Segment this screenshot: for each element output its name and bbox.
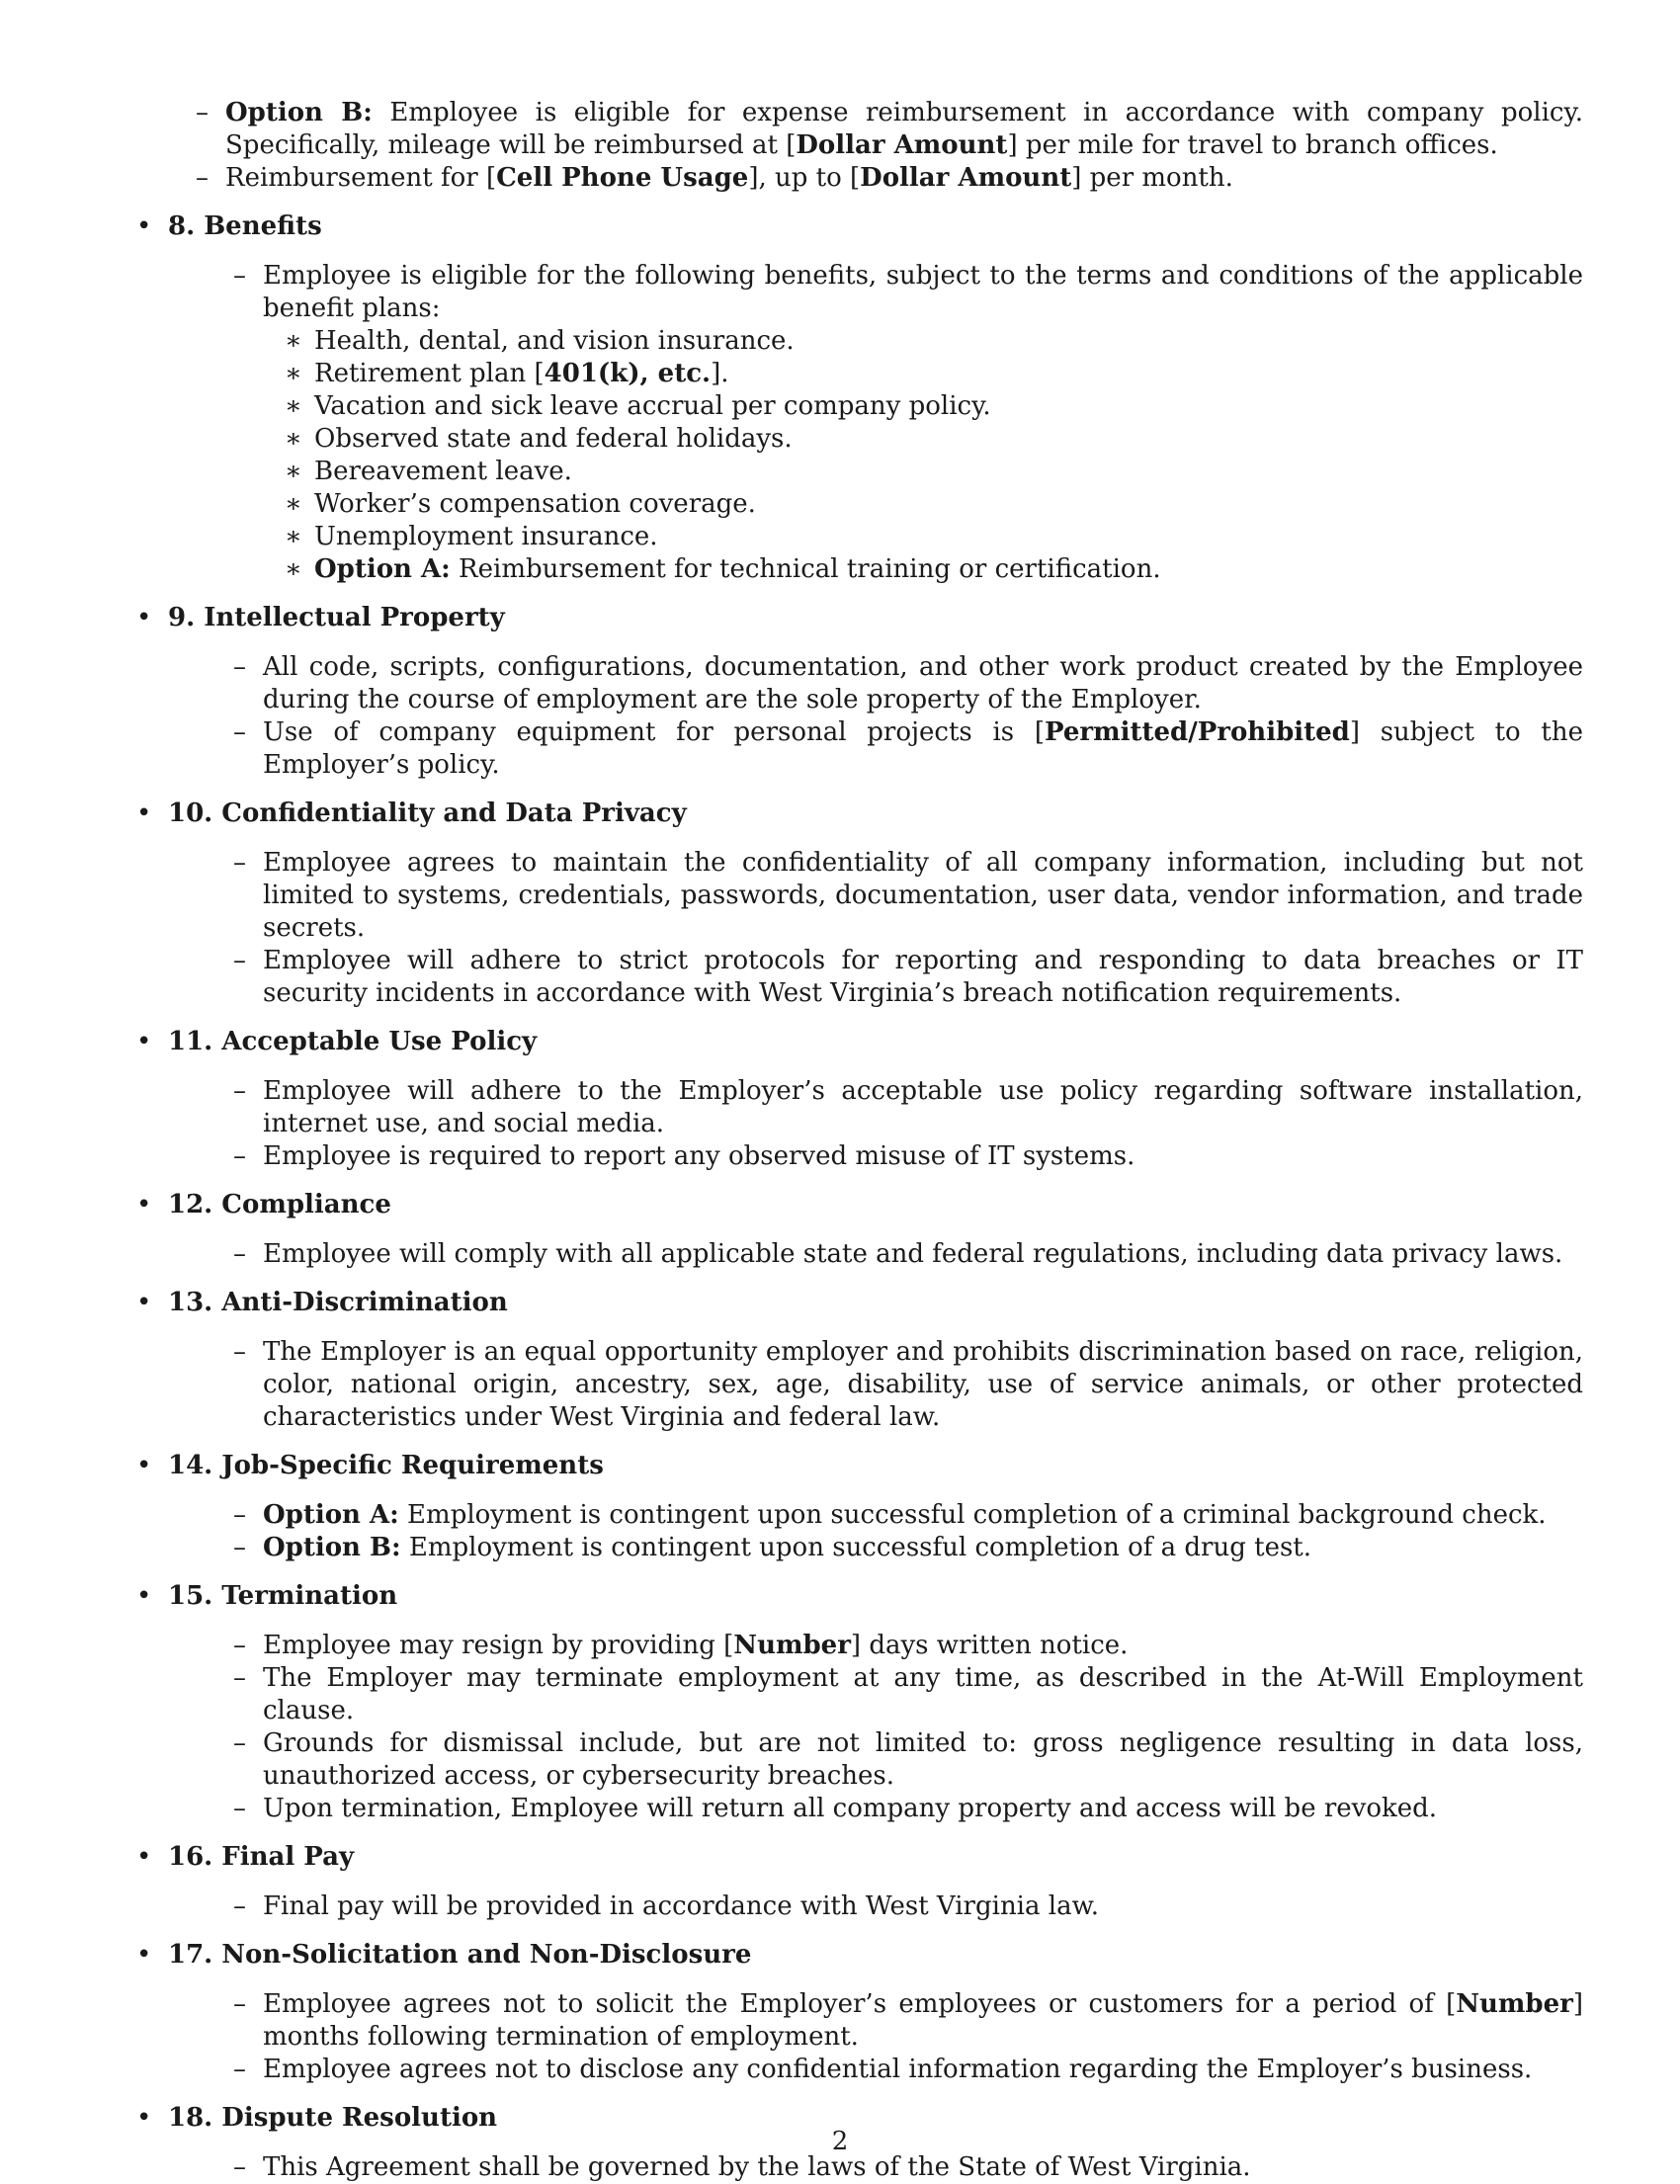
text-run: ] per month. xyxy=(1071,163,1233,193)
text-run: The Employer is an equal opportunity employer and prohibits discrimination based on race, religion, color, national origin, ancestry, sex, age, disability, use of service animals, or other protected characteristics under West Virginia and federal law. xyxy=(263,1337,1583,1432)
list-item xyxy=(168,1988,1583,2054)
list-item xyxy=(168,1727,1583,1793)
section-items xyxy=(168,651,1583,782)
bold-text: Option A: xyxy=(314,554,451,584)
text-run: Employee will comply with all applicable state and federal regulations, including data privacy laws. xyxy=(263,1239,1563,1269)
text-run: Unemployment insurance. xyxy=(314,522,658,551)
section xyxy=(130,1026,1583,1173)
sub-list-item xyxy=(168,521,1583,553)
bold-text: Number xyxy=(733,1631,851,1660)
sub-list-item xyxy=(168,390,1583,423)
section xyxy=(130,1287,1583,1434)
text-run: Bereavement leave. xyxy=(314,457,572,486)
document-page xyxy=(130,97,1583,2184)
text-run: Reimbursement for technical training or certification. xyxy=(450,554,1161,584)
bold-text: Dollar Amount xyxy=(860,163,1072,193)
text-run: Employee will adhere to the Employer’s acceptable use policy regarding software installation, internet use, and social media. xyxy=(263,1076,1583,1138)
section xyxy=(130,1189,1583,1271)
text-run: Final pay will be provided in accordance with West Virginia law. xyxy=(263,1891,1100,1921)
section-title: • 13. Anti-Discrimination xyxy=(168,1288,508,1317)
section-items xyxy=(168,1336,1583,1434)
text-run: Grounds for dismissal include, but are not limited to: gross negligence resulting in data loss, unauthorized access, or cybersecurity breaches. xyxy=(263,1728,1583,1791)
bold-text: 401(k), etc. xyxy=(544,359,712,388)
section-items xyxy=(168,260,1583,586)
sub-list-item xyxy=(168,423,1583,456)
sub-list xyxy=(168,325,1583,586)
text-run: All code, scripts, configurations, documentation, and other work product created by the Employee during the course of employment are the sole property of the Employer. xyxy=(263,652,1583,714)
text-run: ] days written notice. xyxy=(850,1631,1129,1660)
text-run: Employee is eligible for expense reimbursement in accordance with company policy. Specifically, mileage will be reimbursed at [ xyxy=(225,98,1583,160)
list-item xyxy=(168,1075,1583,1140)
intro-list xyxy=(130,97,1583,195)
sub-list-item xyxy=(168,488,1583,521)
list-item xyxy=(168,260,1583,325)
section-title: • 10. Confidentiality and Data Privacy xyxy=(168,798,687,828)
sections-container xyxy=(130,210,1583,2184)
section-title: • 16. Final Pay xyxy=(168,1842,355,1872)
list-item xyxy=(130,97,1583,162)
bold-text: Cell Phone Usage xyxy=(496,163,749,193)
text-run: Vacation and sick leave accrual per company policy. xyxy=(314,391,991,421)
section-title: • 8. Benefits xyxy=(168,211,322,241)
text-run: Employee may resign by providing [ xyxy=(263,1631,734,1660)
page-number: 2 xyxy=(831,2127,849,2156)
text-run: Employee is eligible for the following benefits, subject to the terms and conditions of the applicable benefit plans: xyxy=(263,261,1583,323)
bold-text: Dollar Amount xyxy=(796,130,1008,160)
text-run: The Employer may terminate employment at any time, as described in the At-Will Employment clause. xyxy=(263,1663,1583,1725)
list-item xyxy=(168,1630,1583,1662)
list-item xyxy=(168,651,1583,716)
section-title: • 11. Acceptable Use Policy xyxy=(168,1027,538,1056)
text-run: Employee is required to report any observed misuse of IT systems. xyxy=(263,1141,1135,1171)
section-title: • 17. Non-Solicitation and Non-Disclosure xyxy=(168,1940,752,1970)
text-run: Employee agrees not to solicit the Employer’s employees or customers for a period of [ xyxy=(263,1989,1457,2019)
bold-text: Number xyxy=(1456,1989,1573,2019)
list-item xyxy=(130,162,1583,195)
text-run: This Agreement shall be governed by the laws of the State of West Virginia. xyxy=(263,2152,1251,2182)
list-item xyxy=(168,1238,1583,1271)
section-title: • 14. Job-Specific Requirements xyxy=(168,1451,604,1480)
section-items xyxy=(168,1238,1583,1271)
section-items xyxy=(168,1499,1583,1564)
section xyxy=(130,1939,1583,2086)
list-item xyxy=(168,1499,1583,1532)
list-item xyxy=(168,945,1583,1010)
section xyxy=(130,798,1583,1010)
section-title: • 15. Termination xyxy=(168,1581,398,1611)
section-items xyxy=(168,1890,1583,1923)
section xyxy=(130,1580,1583,1825)
section xyxy=(130,210,1583,586)
text-run: Worker’s compensation coverage. xyxy=(314,489,756,519)
section-items xyxy=(168,1075,1583,1173)
list-item xyxy=(168,1662,1583,1727)
text-run: Retirement plan [ xyxy=(314,359,545,388)
section xyxy=(130,1841,1583,1923)
bold-text: Permitted/Prohibited xyxy=(1044,717,1350,747)
sub-list-item xyxy=(168,358,1583,390)
text-run: Upon termination, Employee will return all company property and access will be revoked. xyxy=(263,1794,1438,1823)
text-run: Employee agrees not to disclose any confidential information regarding the Employer’s business. xyxy=(263,2055,1533,2084)
section-title: • 12. Compliance xyxy=(168,1190,391,1219)
list-item xyxy=(168,716,1583,782)
text-run: Observed state and federal holidays. xyxy=(314,424,793,454)
section-items xyxy=(168,1988,1583,2086)
text-run: Reimbursement for [ xyxy=(225,163,497,193)
text-run: Health, dental, and vision insurance. xyxy=(314,326,795,356)
list-item xyxy=(168,1336,1583,1434)
section-items xyxy=(168,1630,1583,1825)
list-item xyxy=(168,1140,1583,1173)
sub-list-item xyxy=(168,553,1583,586)
sub-list-item xyxy=(168,325,1583,358)
list-item xyxy=(168,847,1583,945)
section-title: • 9. Intellectual Property xyxy=(168,603,505,632)
bold-text: Option B: xyxy=(263,1533,401,1562)
section-items xyxy=(168,847,1583,1010)
text-run: Employment is contingent upon successful completion of a drug test. xyxy=(400,1533,1312,1562)
list-item xyxy=(168,1793,1583,1825)
bold-text: Option A: xyxy=(263,1500,399,1530)
text-run: Employee agrees to maintain the confidentiality of all company information, including but not limited to systems, credentials, passwords, documentation, user data, vendor information, and trade secrets. xyxy=(263,848,1583,943)
bold-text: Option B: xyxy=(225,98,373,127)
section xyxy=(130,602,1583,782)
section-title: • 18. Dispute Resolution xyxy=(168,2103,498,2133)
text-run: ]. xyxy=(711,359,729,388)
text-run: Use of company equipment for personal projects is [ xyxy=(263,717,1045,747)
list-item xyxy=(168,1532,1583,1564)
text-run: Employee will adhere to strict protocols for reporting and responding to data breaches or IT security incidents in accordance with West Virginia’s breach notification requirements. xyxy=(263,946,1583,1008)
section xyxy=(130,1450,1583,1564)
text-run: ] subject to the Employer’s policy. xyxy=(263,717,1583,780)
text-run: ], up to [ xyxy=(748,163,861,193)
list-item xyxy=(168,1890,1583,1923)
text-run: ] months following termination of employment. xyxy=(263,1989,1583,2052)
list-item xyxy=(168,2054,1583,2086)
text-run: Employment is contingent upon successful completion of a criminal background check. xyxy=(398,1500,1547,1530)
text-run: ] per mile for travel to branch offices. xyxy=(1007,130,1498,160)
sub-list-item xyxy=(168,456,1583,488)
